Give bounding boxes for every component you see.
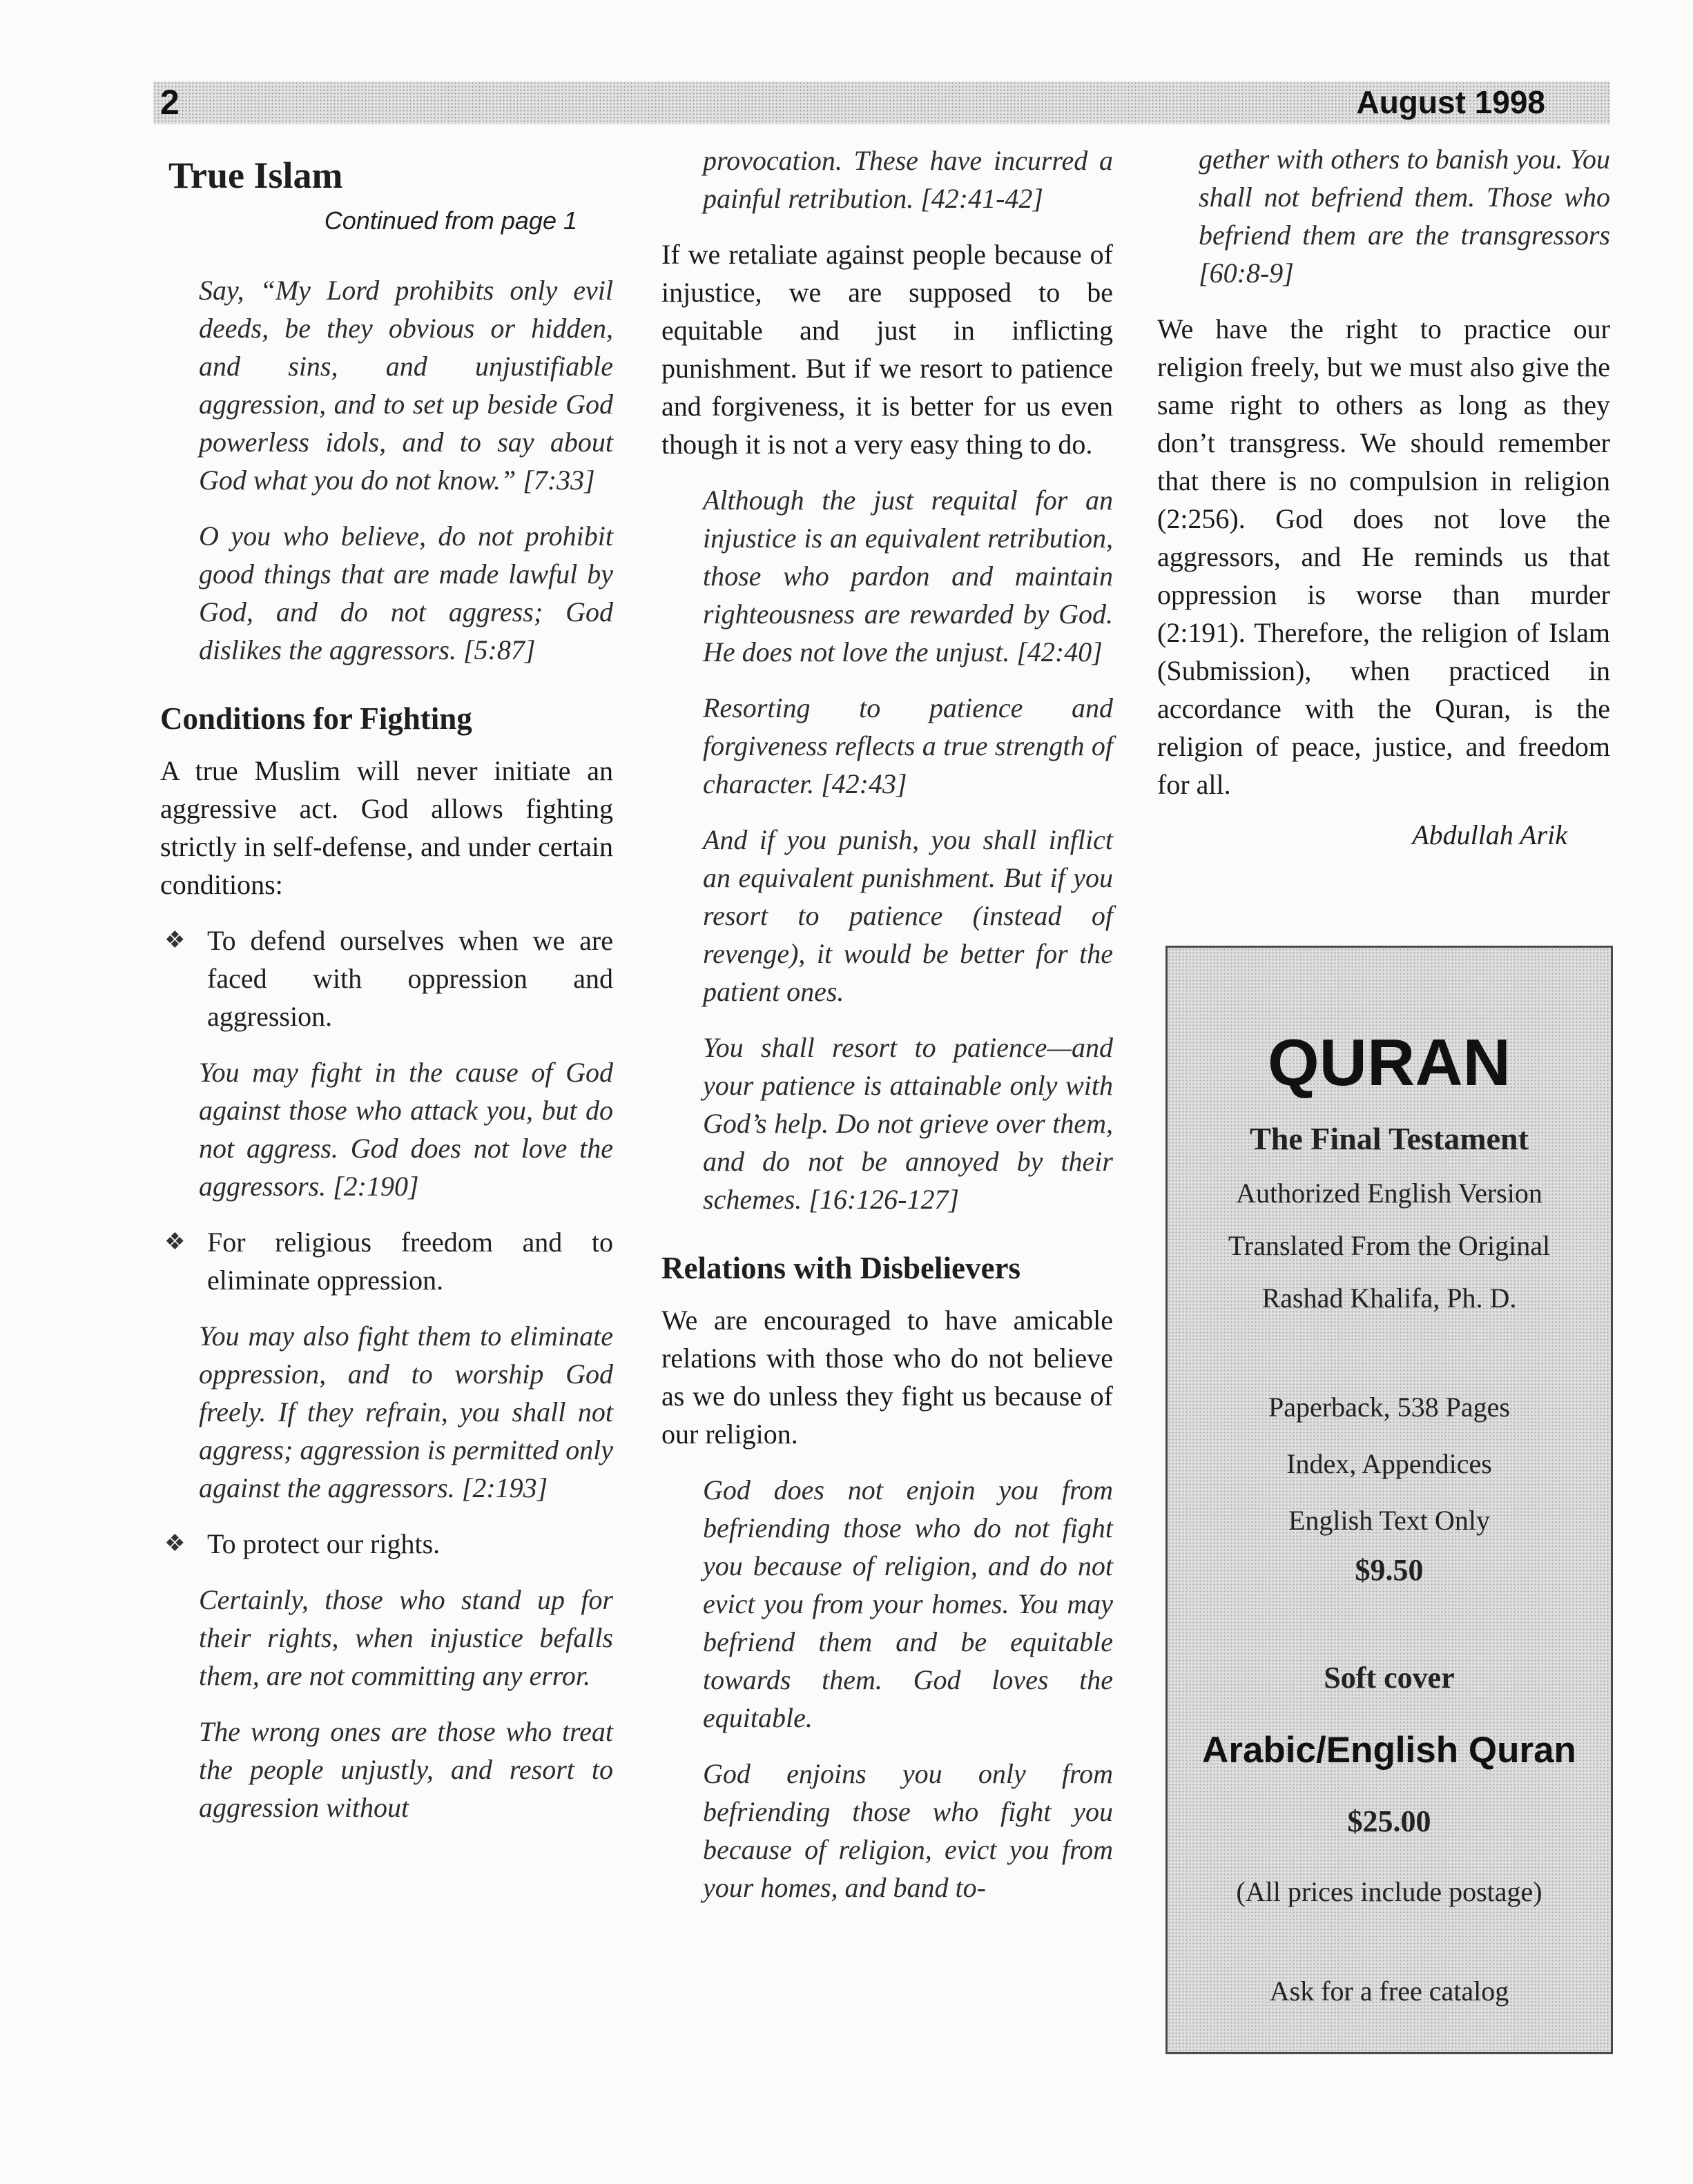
quote-42-40: Although the just requital for an injustice is an equivalent retribution, those who pardon and maintain righteousness are rewarded by God. He does not love the unjust. [42:40] <box>703 485 1113 667</box>
quote-42-43: Resorting to patience and forgiveness reflects a true strength of character. [42:43] <box>703 692 1113 799</box>
subhead-conditions: Conditions for Fighting <box>160 701 472 736</box>
paragraph-retaliate: If we retaliate against people because of injustice, we are supposed to be equitable and just in inflicting punishment. But if we resort to patience and forgiveness, it is better for us even though it is not a very easy thing to do. <box>661 239 1113 460</box>
ad-catalog: Ask for a free catalog <box>1269 1976 1509 2007</box>
paragraph-intro: A true Muslim will never initiate an aggressive act. God allows fighting strictly in self-defense, and under certain conditions: <box>160 755 613 900</box>
quote-2-190: You may fight in the cause of God against those who attack you, but do not aggress. God does not love the aggressors. [2:190] <box>199 1057 613 1202</box>
quran-advertisement <box>1165 946 1613 2054</box>
ad-postage-note: (All prices include postage) <box>1236 1876 1542 1907</box>
diamond-bullet-icon: ❖ <box>164 928 186 953</box>
header-band <box>153 81 1610 124</box>
author-signature: Abdullah Arik <box>1412 819 1567 850</box>
ad-line: Authorized English Version <box>1236 1178 1542 1209</box>
ad-subtitle: The Final Testament <box>1250 1121 1529 1156</box>
bullet-text: To protect our rights. <box>207 1528 441 1559</box>
bullet-item <box>160 1525 613 1563</box>
subhead-relations: Relations with Disbelievers <box>661 1251 1020 1285</box>
paragraph-conclusion: We have the right to practice our religion freely, but we must also give the same right to others as long as they don’t transgress. We should remember that there is no compulsion in religion (2:256). God does not love the aggressors, and He reminds us that oppression is worse than murder (2:191). Therefore, the religion of Islam (Submission), when practiced in accordance with the Quran, is the religion of peace, justice, and freedom for all. <box>1157 313 1610 800</box>
quote-2-193: You may also fight them to eliminate oppression, and to worship God freely. If they refrain, you shall not aggress; aggression is permitted only against the aggressors. [2:193] <box>199 1320 613 1503</box>
article-title: True Islam <box>168 155 343 196</box>
quote-5-87: O you who believe, do not prohibit good things that are made lawful by God, and do not aggress; God dislikes the aggressors. [5:87] <box>199 520 613 665</box>
continued-note: Continued from page 1 <box>324 206 577 235</box>
quote-60-8: gether with others to banish you. You shall not befriend them. Those who befriend them are the transgressors [60:8-9] <box>1199 144 1610 289</box>
bullet-text: For religious freedom and to eliminate oppression. <box>207 1227 613 1296</box>
ad-price: $25.00 <box>1347 1804 1431 1838</box>
quote-42-41: provocation. These have incurred a painful retribution. [42:41-42] <box>703 145 1113 214</box>
column-1 <box>160 142 613 1844</box>
quote-wrong-ones: The wrong ones are those who treat the people unjustly, and resort to aggression without <box>199 1716 613 1823</box>
issue-date: August 1998 <box>1356 84 1545 120</box>
bullet-text: To defend ourselves when we are faced with oppression and aggression. <box>207 925 613 1032</box>
ad-soft-cover: Soft cover <box>1324 1661 1455 1695</box>
quote-rights: Certainly, those who stand up for their rights, when injustice befalls them, are not committing any error. <box>199 1584 613 1691</box>
page-number: 2 <box>160 83 180 121</box>
column-2 <box>661 142 1113 1924</box>
ad-line: English Text Only <box>1288 1505 1490 1536</box>
bullet-item <box>160 922 613 1035</box>
quote-enjoins: God enjoins you only from befriending those who fight you because of religion, evict you from your homes, and band to- <box>703 1758 1113 1903</box>
ad-arabic-title: Arabic/English Quran <box>1202 1730 1576 1771</box>
paragraph-amicable: We are encouraged to have amicable relations with those who do not believe as we do unless they fight us because of our religion. <box>661 1305 1113 1450</box>
ad-line: Paperback, 538 Pages <box>1268 1392 1510 1423</box>
quote-16-126: You shall resort to patience—and your patience is attainable only with God’s help. Do not grieve over them, and do not be annoyed by their schemes. [16:126-127] <box>703 1032 1113 1215</box>
diamond-bullet-icon: ❖ <box>164 1229 186 1255</box>
ad-line: Index, Appendices <box>1286 1448 1492 1479</box>
ad-title: QURAN <box>1268 1026 1511 1100</box>
ad-price: $9.50 <box>1355 1553 1424 1587</box>
bullet-item <box>160 1223 613 1299</box>
quote-punish: And if you punish, you shall inflict an equivalent punishment. But if you resort to patience (instead of revenge), it would be better for the patient ones. <box>703 824 1113 1007</box>
quote-7-33: Say, “My Lord prohibits only evil deeds, be they obvious or hidden, and sins, and unjustifiable aggression, and to set up beside God powerless idols, and to say about God what you do not know.” [7:33] <box>199 275 613 496</box>
ad-line: Rashad Khalifa, Ph. D. <box>1261 1283 1517 1314</box>
quote-befriending: God does not enjoin you from befriending those who do not fight you because of religion, and do not evict you from your homes. You may befriend them and be equitable towards them. God loves the equitable. <box>703 1474 1113 1733</box>
ad-line: Translated From the Original <box>1228 1230 1551 1261</box>
diamond-bullet-icon: ❖ <box>164 1531 186 1557</box>
column-3 <box>1157 142 1610 851</box>
